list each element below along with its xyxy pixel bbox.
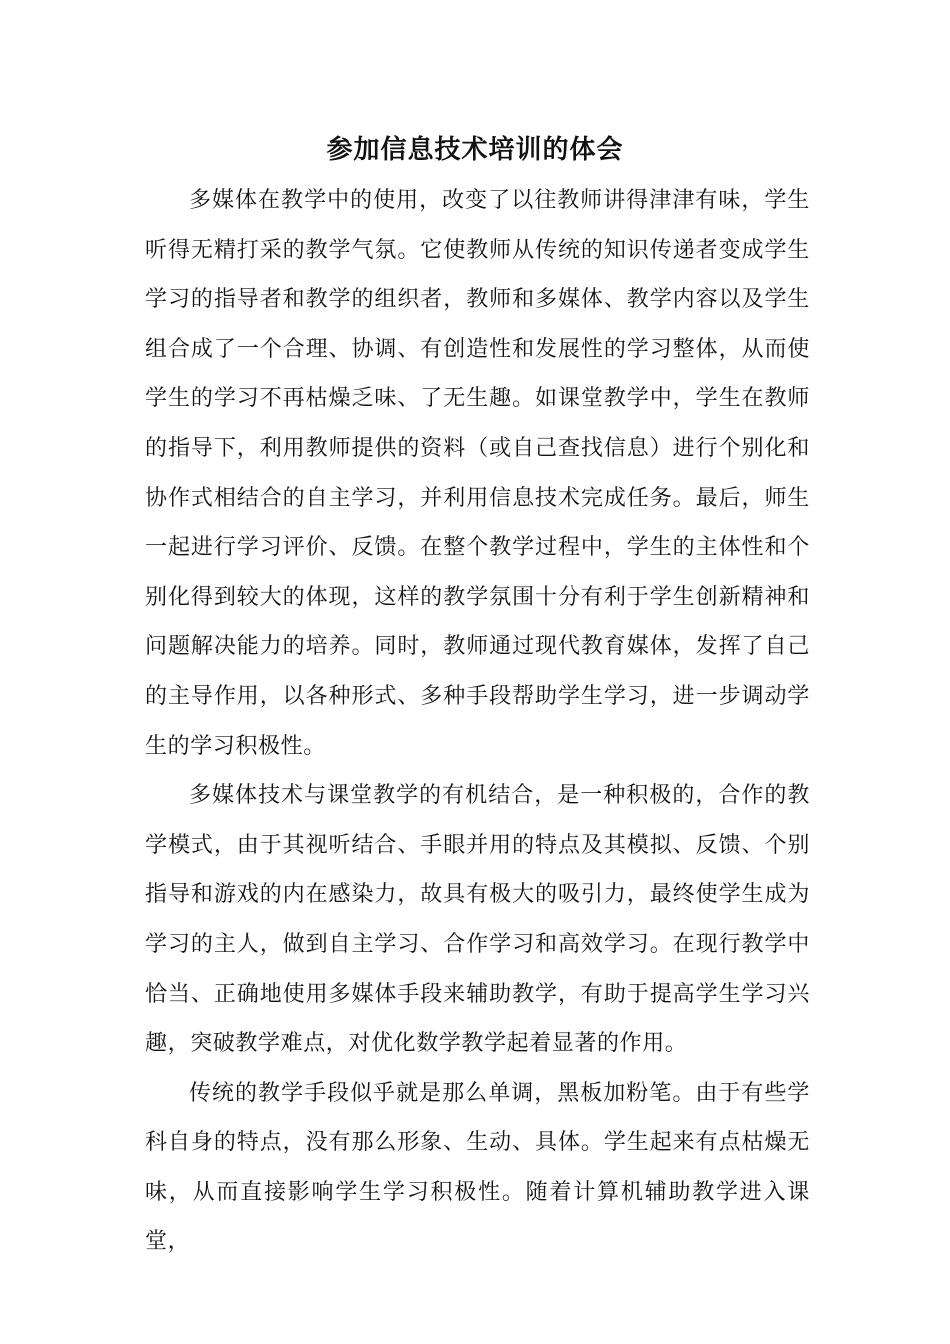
paragraph-3: 传统的教学手段似乎就是那么单调，黑板加粉笔。由于有些学科自身的特点，没有那么形象、生动、具体。学生起来有点枯燥无味，从而直接影响学生学习积极性。随着计算机辅助教学进入课堂， — [145, 1080, 810, 1255]
paragraph-1: 多媒体在教学中的使用，改变了以往教师讲得津津有味，学生听得无精打采的教学气氛。它使教师从传统的知识传递者变成学生学习的指导者和教学的组织者，教师和多媒体、教学内容以及学生组合成了一个合理、协调、有创造性和发展性的学习整体，从而使学生的学习不再枯燥乏味、了无生趣。如课堂教学中，学生在教师的指导下，利用教师提供的资料（或自己查找信息）进行个别化和协作式相结合的自主学习，并利用信息技术完成任务。最后，师生一起进行学习评价、反馈。在整个教学过程中，学生的主体性和个别化得到较大的体现，这样的教学氛围十分有利于学生创新精神和问题解决能力的培养。同时，教师通过现代教育媒体，发挥了自己的主导作用，以各种形式、多种手段帮助学生学习，进一步调动学生的学习积极性。 — [145, 188, 810, 759]
document-title: 参加信息技术培训的体会 — [326, 135, 624, 165]
paragraph-2: 多媒体技术与课堂教学的有机结合，是一种积极的，合作的教学模式，由于其视听结合、手眼并用的特点及其模拟、反馈、个别指导和游戏的内在感染力，故具有极大的吸引力，最终使学生成为学习的主人，做到自主学习、合作学习和高效学习。在现行教学中恰当、正确地使用多媒体手段来辅助教学，有助于提高学生学习兴趣，突破教学难点，对优化数学教学起着显著的作用。 — [145, 783, 810, 1057]
document-body — [145, 176, 810, 1267]
